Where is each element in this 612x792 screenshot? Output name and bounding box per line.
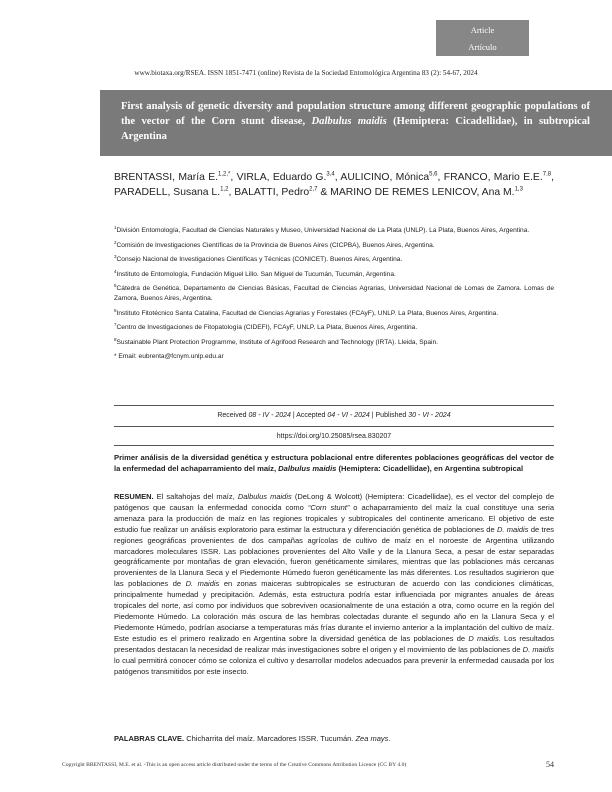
abstract-text: o achaparramiento del maíz la cual constituye una seria amenaza para la producción de maíz en las regiones tropicales y subtropicales del continente americano. El objetivo de este estudio fue realizar un análisis exploratorio para estimar la estructura y diferenciación genética de poblaciones de [114,502,554,534]
article-title [100,90,612,156]
abstract-text: (DeLong & Wolcott) (Hemiptera: Cicadellidae), es el vector del complejo de patógenos que causan la enfermedad conocida como [114,492,554,512]
affiliation-item [114,241,554,251]
affiliation-text: Instituto Fitotécnico Santa Catalina, Facultad de Ciencias Agrarias y Forestales (FCAyF), UNLP. La Plata, Buenos Aires, Argentina. [116,309,499,317]
affiliation-number: 3 [114,254,117,259]
affiliation-number: 6 [114,307,117,313]
published-date: 30 - VI - 2024 [408,412,451,419]
abstract-text: El saltahojas del maíz, [153,492,238,501]
title-text-1: First analysis of genetic diversity and population structure among different geographic populations of the vector of the Corn stunt disease, [121,101,590,127]
abstract-label: RESUMEN. [114,492,154,501]
affiliation-text: Sustainable Plant Protection Programme, Institute of Agrifood Research and Technology (IRTA). Lleida, Spain. [116,338,438,346]
author-name: MARINO DE REMES LENICOV, Ana M. [330,187,515,198]
abstract-text: lo cual permitirá conocer cómo se coloniza el cultivo y desarrollar modelos adecuados para prevenir la enfermedad causada por los patógenos transmitidos por este insecto. [114,655,554,676]
author-affil-ref: 1,2,* [218,171,231,178]
keywords-end: . [388,734,391,743]
spanish-title-text-2: (Hemiptera: Cicadellidae), en Argentina subtropical [336,464,524,473]
abstract-corn-stunt: “Corn stunt” [307,502,350,512]
page-footer [62,760,554,774]
affiliation-item [114,309,554,319]
spanish-title [114,452,554,474]
author-list [114,170,554,200]
abstract-species: D maidis [468,633,499,643]
affiliation-text: Centro de Investigaciones de Fitopatología (CIDEFI), FCAyF, UNLP. La Plata, Buenos Aires, Argentina. [116,324,418,332]
spanish-title-species: Dalbulus maidis [278,464,337,473]
keywords-species: Zea mays [355,734,389,743]
author-separator: , [437,172,444,183]
abstract-resumen [114,492,554,677]
affiliation-text: Comisión de Investigaciones Científicas de la Provincia de Buenos Aires (CICPBA), Buenos Aires, Argentina. [116,241,435,249]
author-separator: , [230,172,237,183]
published-label: | Published [369,412,409,419]
received-dates [114,412,554,419]
affiliation-item [114,255,554,265]
page-number: 54 [546,760,554,769]
author-name: PARADELL, Susana L. [114,187,221,198]
abstract-text: de tres regiones geográficas provenientes de dos campañas agrícolas de cultivo de maíz en el noroeste de Argentina utilizando marcadores moleculares ISSR. Las poblaciones provenientes del Alto Valle y de la Llanura Seca, a pesar de estar separadas geográficamente por montañas de gran elevación, fueron genéticamente similares, mientras que las poblaciones más cercanas provenientes de la Llanura Seca y el Piedemonte Húmedo fueron genéticamente las más diferentes. Los resultados sugirieron que las poblaciones de [114,524,554,589]
affiliation-number: 5 [114,283,117,289]
abstract-species: D. maidis [522,644,554,654]
abstract-text: . Los resultados presentados destacan la necesidad de realizar más investigaciones sobre el origen y el movimiento de las poblaciones de [114,633,554,654]
spanish-title-text-1: Primer análisis de la diversidad genética y estructura poblacional entre diferentes poblaciones geográficas del vector de la enfermedad del achaparramiento del maíz, [114,453,554,473]
abstract-text: en zonas maiceras subtropicales se estructuran de acuerdo con las condiciones climáticas, principalmente humedad y precipitación. Además, esta estructura podría estar influenciada por migrantes anuales de áreas tropicales del norte, así como por individuos que sobreviven ocasionalmente de una estación a otra, como ocurre en la región del Piedemonte Húmedo. La coloración más oscura de las hembras colectadas durante el segundo año en la Llanura Seca y el Piedemonte Húmedo, podrían asociarse a temperaturas más frías durante el invierno anterior a la implantación del cultivo de maíz. Este estudio es el primero realizado en Argentina sobre la diversidad genética de las poblaciones de [114,579,554,643]
affiliation-text: Instituto de Entomología, Fundación Miguel Lillo. San Miguel de Tucumán, Tucumán, Argentina. [116,270,396,278]
affiliation-number: 1 [114,224,117,230]
corresponding-email [114,352,554,362]
author-affil-ref: 7,8 [542,171,552,178]
divider-top [114,405,554,406]
affiliation-item [114,270,554,280]
affiliation-text: División Entomología, Facultad de Ciencias Naturales y Museo, Universidad Nacional de La Plata (UNLP). La Plata, Buenos Aires, Argentina. [116,227,530,234]
author-separator: , [551,172,554,183]
article-type-en: Article [470,25,495,35]
author-affil-ref: 1,2 [220,186,229,193]
doi-link[interactable]: https://doi.org/10.25085/rsea.830207 [276,433,392,440]
author-affil-ref: 1,3 [514,186,523,193]
author-name: VIRLA, Eduardo G. [236,172,327,183]
affiliation-text: * Email: eubrenta@fcnym.unlp.edu.ar [114,353,224,361]
keywords [114,734,554,743]
keywords-label: PALABRAS CLAVE. [114,734,185,743]
accepted-date: 04 - VI - 2024 [327,412,370,419]
abstract-species: Dalbulus maidis [237,492,292,501]
author-affil-ref: 2,7 [309,186,318,193]
affiliation-text: Cátedra de Genética, Departamento de Ciencias Básicas, Facultad de Ciencias Agrarias, Universidad Nacional de Lomas de Zamora. Lomas de Zamora, Buenos Aires, Argentina. [114,285,554,302]
keywords-text: Chicharrita del maíz. Marcadores ISSR. Tucumán. [184,734,356,743]
received-date: 08 - IV - 2024 [248,412,291,419]
title-species: Dalbulus maidis [311,116,387,127]
author-affil-ref: 3,4 [326,171,335,178]
affiliation-number: 2 [114,239,117,245]
author-affil-ref: 5,6 [429,171,438,178]
affiliation-item [114,226,554,236]
author-name: AULICINO, Mónica [340,172,430,183]
affiliation-number: 8 [114,336,117,342]
abstract-species: D. maidis [185,579,220,589]
abstract-species: D. maidis [496,524,529,534]
affiliation-number: 7 [114,321,117,327]
author-name: BRENTASSI, María E. [114,172,219,183]
affiliation-number: 4 [114,268,117,274]
article-type-es: Artículo [468,42,497,52]
author-name: BALATTI, Pedro [234,187,310,198]
journal-citation-line: www.biotaxa.org/RSEA. ISSN 1851-7471 (online) Revista de la Sociedad Entomológica Argentina 83 (2): 54-67, 2024 [134,69,478,77]
copyright-notice: Copyright BRENTASSI, M.E. et al. -This is an open access article distributed under the terms of the Creative Commons Attribution Licence (CC BY 4.0) [62,762,407,768]
received-label: Received [217,412,249,419]
affiliation-item [114,284,554,303]
accepted-label: | Accepted [290,412,328,419]
author-separator: , [334,172,341,183]
article-type-badge [436,20,529,56]
affiliation-item [114,323,554,333]
author-name: FRANCO, Mario E.E. [443,172,543,183]
divider-bottom [114,445,554,446]
author-separator: & [317,187,331,198]
title-text-2: (Hemiptera: Cicadellidae), in subtropical Argentina [121,116,590,142]
affiliation-item [114,338,554,348]
author-separator: , [228,187,235,198]
affiliation-text: Consejo Nacional de Investigaciones Científicas y Técnicas (CONICET). Buenos Aires, Argentina. [116,256,403,264]
affiliation-list [114,226,554,367]
divider-middle [114,426,554,427]
